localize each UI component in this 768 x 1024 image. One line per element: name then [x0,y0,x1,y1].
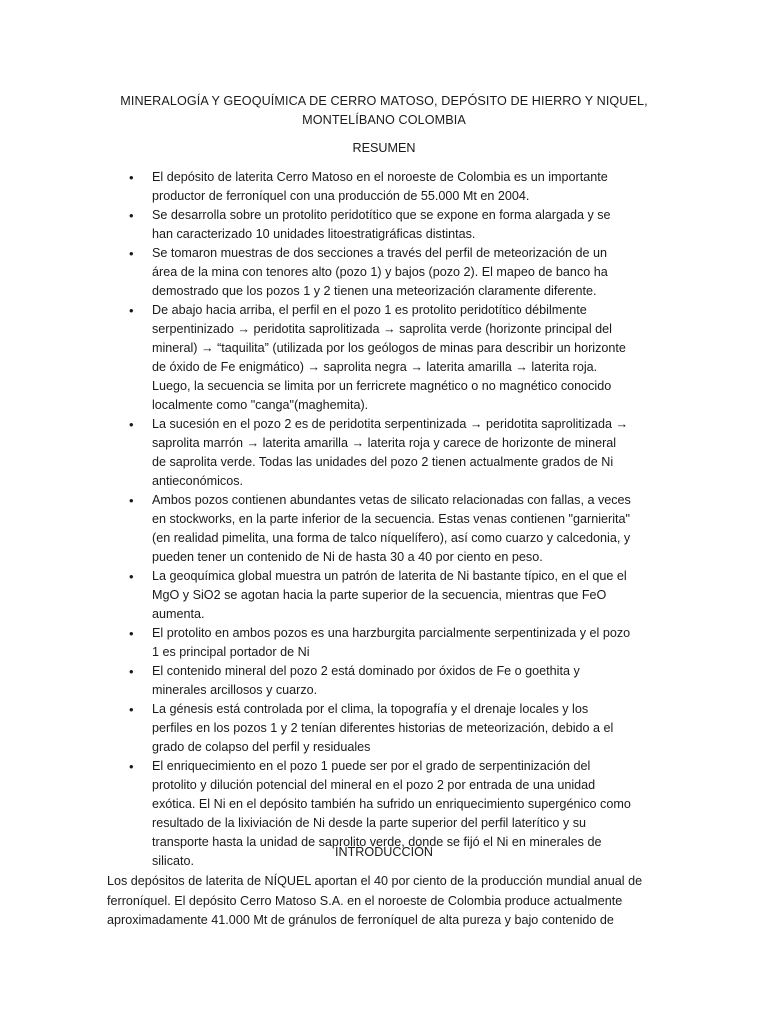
bullet-item [0,168,632,206]
bullet-text: El depósito de laterita Cerro Matoso en el noroeste de Colombia es un importante productor de ferroníquel con una producción de 55.000 Mt en 2004. [152,170,608,203]
bullet-item [0,662,632,700]
bullet-text: De abajo hacia arriba, el perfil en el pozo 1 es protolito peridotítico débilmente serpentinizado → peridotita saprolitizada → saprolita verde (horizonte principal del mineral) → “taquilita” (utilizada por los geólogos de minas para describir un horizonte de óxido de Fe enigmático) → saprolita negra → laterita amarilla → laterita roja. Luego, la secuencia se limita por un ferricrete magnético o no magnético conocido localmente como "canga"(maghemita). [152,303,626,412]
bullet-text: La geoquímica global muestra un patrón de laterita de Ni bastante típico, en el que el MgO y SiO2 se agotan hacia la parte superior de la secuencia, mientras que FeO aumenta. [152,569,627,621]
bullet-icon: • [129,569,134,584]
bullet-icon: • [129,170,134,185]
document-title [90,92,678,130]
introduccion-heading: INTRODUCCIÓN [335,845,433,859]
title-line-2: MONTELÍBANO COLOMBIA [302,113,466,127]
bullet-icon: • [129,246,134,261]
bullet-icon: • [129,493,134,508]
bullet-text: El enriquecimiento en el pozo 1 puede ser por el grado de serpentinización del protolito y dilución potencial del mineral en el pozo 2 por entrada de una unidad exótica. El Ni en el depósito también ha sufrido un enriquecimiento supergénico como resultado de la lixiviación de Ni desde la parte superior del perfil laterítico y su transporte hasta la unidad de saprolito verde, donde se fijó el Ni en minerales de silicato. [152,759,631,868]
resumen-bullet-list [0,168,632,871]
bullet-item [0,206,632,244]
bullet-text: Ambos pozos contienen abundantes vetas de silicato relacionadas con fallas, a veces en stockworks, en la parte inferior de la secuencia. Estas venas contienen "garnierita" (en realidad pimelita, una forma de talco níquelífero), así como cuarzo y calcedonia, y pueden tener un contenido de Ni de hasta 30 a 40 por ciento en peso. [152,493,631,564]
bullet-icon: • [129,417,134,432]
introduccion-paragraph: Los depósitos de laterita de NÍQUEL aportan el 40 por ciento de la producción mundial anual de ferroníquel. El depósito Cerro Matoso S.A. en el noroeste de Colombia produce actualmente aproximadamente 41.000 Mt de gránulos de ferroníquel de alta pureza y bajo contenido de [107,874,643,927]
bullet-item [0,567,632,624]
bullet-icon: • [129,626,134,641]
bullet-text: La génesis está controlada por el clima, la topografía y el drenaje locales y los perfiles en los pozos 1 y 2 tenían diferentes historias de meteorización, debido a el grado de colapso del perfil y residuales [152,702,614,754]
bullet-icon: • [129,664,134,679]
bullet-text: El protolito en ambos pozos es una harzburgita parcialmente serpentinizada y el pozo 1 es principal portador de Ni [152,626,631,659]
bullet-text: La sucesión en el pozo 2 es de peridotita serpentinizada → peridotita saprolitizada → saprolita marrón → laterita amarilla → laterita roja y carece de horizonte de mineral de saprolita verde. Todas las unidades del pozo 2 tienen actualmente grados de Ni antieconómicos. [152,417,629,488]
bullet-icon: • [129,303,134,318]
bullet-item [0,301,632,415]
bullet-item [0,415,632,491]
bullet-item [0,624,632,662]
bullet-icon: • [129,759,134,774]
resumen-heading: RESUMEN [352,141,416,155]
bullet-text: Se desarrolla sobre un protolito peridotítico que se expone en forma alargada y se han caracterizado 10 unidades litoestratigráficas distintas. [152,208,611,241]
bullet-text: El contenido mineral del pozo 2 está dominado por óxidos de Fe o goethita y minerales arcillosos y cuarzo. [152,664,580,697]
title-line-1: MINERALOGÍA Y GEOQUÍMICA DE CERRO MATOSO, DEPÓSITO DE HIERRO Y NIQUEL, [120,94,648,108]
bullet-text: Se tomaron muestras de dos secciones a través del perfil de meteorización de un área de la mina con tenores alto (pozo 1) y bajos (pozo 2). El mapeo de banco ha demostrado que los pozos 1 y 2 tienen una meteorización claramente diferente. [152,246,608,298]
bullet-item [0,700,632,757]
bullet-icon: • [129,208,134,223]
bullet-icon: • [129,702,134,717]
bullet-item [0,244,632,301]
bullet-item [0,491,632,567]
